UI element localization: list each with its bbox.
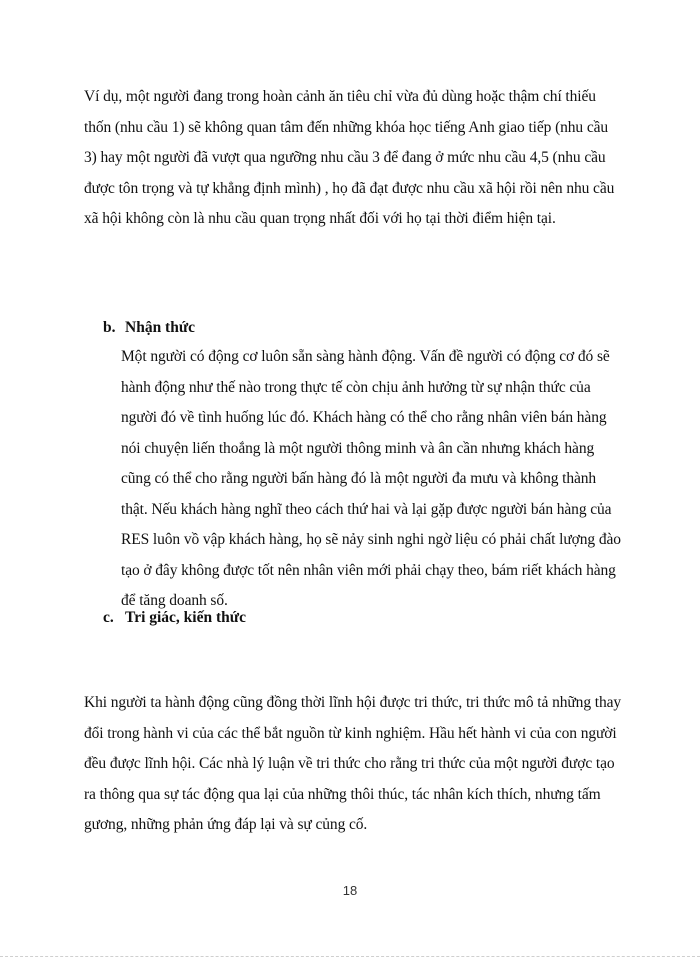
heading-title: Nhận thức — [125, 319, 196, 336]
paragraph-knowledge: Khi người ta hành động cũng đồng thời lĩnh hội được tri thức, tri thức mô tả những thay đổi trong hành vi của các thể bắt nguồn từ kinh nghiệm. Hầu hết hành vi của con người đều được lĩnh hội. Các nhà lý luận về tri thức cho rằng tri thức của một người được tạo ra thông qua sự tác động qua lại của những thôi thúc, tác nhân kích thích, nhưng tấm gương, những phản ứng đáp lại và sự củng cố. — [84, 694, 622, 833]
heading-title: Tri giác, kiến thức — [125, 609, 246, 626]
heading-marker: c. — [103, 609, 114, 626]
heading-marker: b. — [103, 319, 116, 336]
page-number: 18 — [342, 883, 358, 898]
heading-perception — [103, 313, 195, 343]
paragraph-intro: Ví dụ, một người đang trong hoàn cảnh ăn tiêu chỉ vừa đủ dùng hoặc thậm chí thiếu thốn (nhu cầu 1) sẽ không quan tâm đến những khóa học tiếng Anh giao tiếp (nhu cầu 3) hay một người đã vượt qua ngưỡng nhu cầu 3 để đang ở mức nhu cầu 4,5 (nhu cầu được tôn trọng và tự khẳng định mình) , họ đã đạt được nhu cầu xã hội rồi nên nhu cầu xã hội không còn là nhu cầu quan trọng nhất đối với họ tại thời điểm hiện tại. — [84, 88, 615, 227]
paragraph-perception: Một người có động cơ luôn sẵn sàng hành động. Vấn đề người có động cơ đó sẽ hành động như thế nào trong thực tế còn chịu ảnh hưởng từ sự nhận thức của người đó về tình huống lúc đó. Khách hàng có thể cho rằng nhân viên bán hàng nói chuyện liến thoắng là một người thông minh và ân cần nhưng khách hàng cũng có thể cho rằng người bấn hàng đó là một người đa mưu và không thành thật. Nếu khách hàng nghĩ theo cách thứ hai và lại gặp được người bán hàng của RES luôn vồ vập khách hàng, họ sẽ nảy sinh nghi ngờ liệu có phải chất lượng đào tạo ở đây không được tốt nên nhân viên mới phải chạy theo, bám riết khách hàng để tăng doanh số. — [121, 348, 621, 609]
heading-knowledge — [103, 603, 246, 633]
page-bottom-divider — [0, 956, 700, 957]
